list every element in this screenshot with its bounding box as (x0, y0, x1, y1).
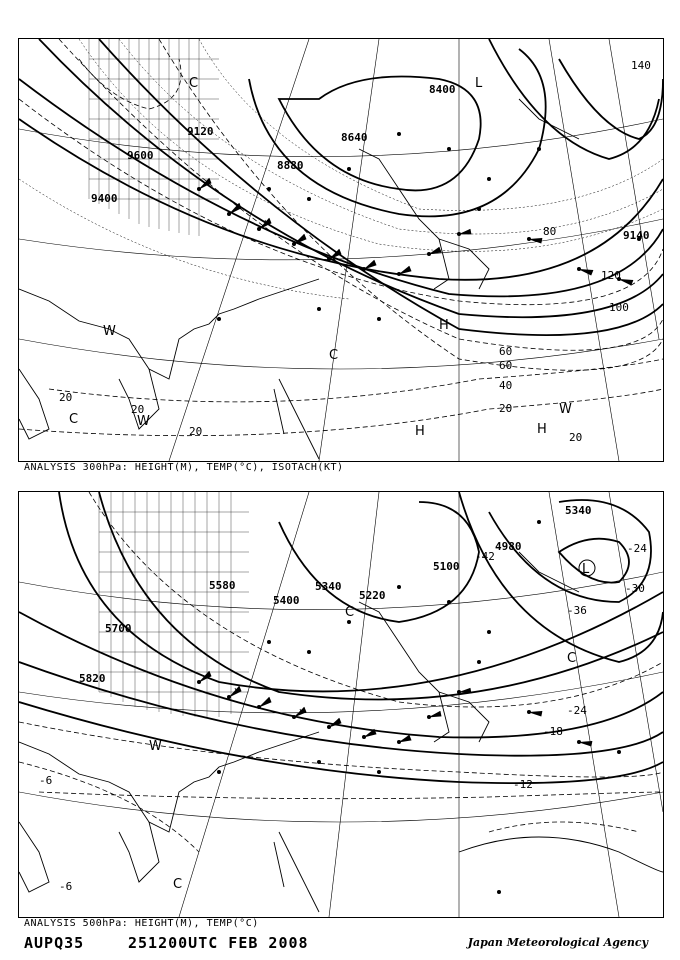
center-h-top-2: H (537, 422, 547, 437)
height-label-5340-b: 5340 (565, 504, 592, 517)
height-label-8880: 8880 (277, 159, 304, 172)
temp-label-24-b: -24 (627, 542, 647, 555)
temp-label-36: -36 (567, 604, 587, 617)
center-l-bottom: L (582, 562, 590, 577)
agency-name: Japan Meteorological Agency (467, 936, 648, 949)
height-label-4980: 4980 (495, 540, 522, 553)
height-label-5580: 5580 (209, 579, 236, 592)
center-c-bottom-3: C (173, 877, 183, 892)
map-500hpa (18, 491, 664, 918)
height-label-5220: 5220 (359, 589, 386, 602)
isotach-label-80: 80 (543, 225, 557, 238)
isotach-label-60-a: 60 (499, 359, 513, 372)
center-h-top-1: H (415, 424, 425, 439)
map-300hpa-canvas (19, 39, 663, 461)
center-w-top-3: W (137, 414, 150, 429)
center-h-top-3: H (439, 318, 449, 333)
valid-time: 251200UTC FEB 2008 (128, 934, 309, 952)
caption-500hpa: ANALYSIS 500hPa: HEIGHT(M), TEMP(°C) (24, 918, 259, 929)
isotach-label-20-e: 20 (569, 431, 583, 444)
chart-id: AUPQ35 (24, 934, 85, 952)
height-label-5340-a: 5340 (315, 580, 342, 593)
isotach-label-120: 120 (601, 269, 621, 282)
temp-label-42: -42 (475, 550, 495, 563)
height-label-9120: 9120 (187, 125, 214, 138)
height-label-9400: 9400 (91, 192, 118, 205)
center-c-top-3: C (69, 412, 79, 427)
height-label-9140: 9140 (623, 229, 650, 242)
isotach-label-100: 100 (609, 301, 629, 314)
isotach-label-20-c: 20 (189, 425, 203, 438)
center-l-top: L (475, 76, 483, 91)
height-label-9600: 9600 (127, 149, 154, 162)
isotach-label-40: 40 (499, 379, 513, 392)
height-label-8400: 8400 (429, 83, 456, 96)
center-c-top-2: C (329, 348, 339, 363)
isotach-label-20-d: 20 (499, 402, 513, 415)
temp-label-6-a: -6 (39, 774, 53, 787)
height-label-8640: 8640 (341, 131, 368, 144)
temp-label-30: -30 (625, 582, 645, 595)
center-w-top-1: W (103, 324, 116, 339)
isotach-label-140: 140 (631, 59, 651, 72)
map-300hpa (18, 38, 664, 462)
center-c-bottom-1: C (345, 605, 355, 620)
caption-300hpa: ANALYSIS 300hPa: HEIGHT(M), TEMP(°C), ISOTACH(KT) (24, 462, 344, 473)
height-contours (19, 39, 663, 335)
temp-label-24-a: -24 (567, 704, 587, 717)
height-label-5820: 5820 (79, 672, 106, 685)
temp-label-6-b: -6 (59, 880, 73, 893)
center-w-bottom: W (149, 739, 162, 754)
height-label-5700: 5700 (105, 622, 132, 635)
center-w-top-2: W (559, 402, 572, 417)
temp-label-12: -12 (513, 778, 533, 791)
isotach-label-20-a: 20 (59, 391, 73, 404)
height-label-5100: 5100 (433, 560, 460, 573)
height-label-5400: 5400 (273, 594, 300, 607)
center-c-bottom-2: C (567, 651, 577, 666)
center-c-top-1: C (189, 76, 199, 91)
temp-label-18: -18 (543, 725, 563, 738)
isotach-label-20-b: 20 (131, 403, 145, 416)
map-500hpa-canvas (19, 492, 663, 917)
wind-barbs (199, 178, 633, 285)
isotach-label-60-b: 60 (499, 345, 513, 358)
